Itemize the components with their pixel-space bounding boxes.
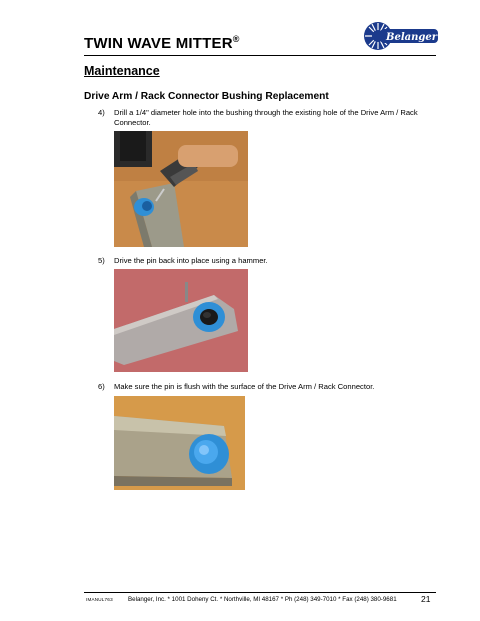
registered-mark: ® xyxy=(232,34,240,44)
footer-divider xyxy=(84,592,436,593)
document-title xyxy=(84,34,240,52)
step-text: Drive the pin back into place using a hammer. xyxy=(114,256,268,265)
step-number: 6) xyxy=(98,382,105,391)
footer-doc-id: IMANUL763 xyxy=(86,597,113,602)
step-number: 4) xyxy=(98,108,105,117)
step-text: Make sure the pin is flush with the surface of the Drive Arm / Rack Connector. xyxy=(114,382,375,391)
page-number: 21 xyxy=(421,594,431,604)
subsection-title: Drive Arm / Rack Connector Bushing Replacement xyxy=(84,91,329,102)
header-divider xyxy=(84,55,436,56)
footer-address: Belanger, Inc. * 1001 Doheny Ct. * Northville, MI 48167 * Ph (248) 349-7010 * Fax (248) 380-9681 xyxy=(128,596,397,603)
belanger-logo xyxy=(362,19,440,53)
flush-pin-photo xyxy=(114,396,245,490)
step-number: 5) xyxy=(98,256,105,265)
drilling-photo xyxy=(114,131,248,247)
section-title: Maintenance xyxy=(84,64,160,78)
step-text: Drill a 1/4" diameter hole into the bushing through the existing hole of the Drive Arm / Rack Connector. xyxy=(114,108,418,127)
logo-wordmark: Belanger xyxy=(386,32,437,43)
document-title-text: TWIN WAVE MITTER xyxy=(84,35,233,52)
pin-insertion-photo xyxy=(114,269,248,372)
